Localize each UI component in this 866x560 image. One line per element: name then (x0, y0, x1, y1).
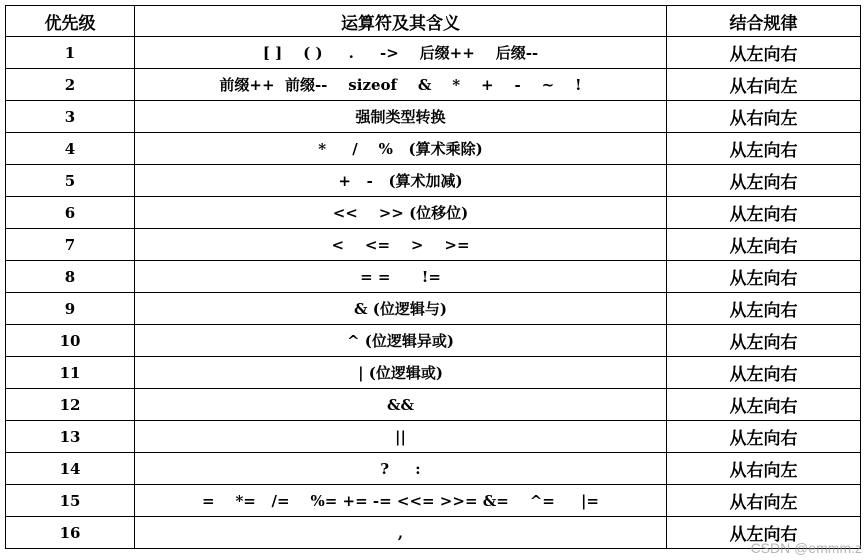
associativity-cell: 从左向右 (667, 389, 861, 421)
priority-cell: 16 (6, 517, 135, 549)
operators-cell: && (135, 389, 667, 421)
table-row (6, 357, 861, 389)
table-header-row (6, 6, 861, 37)
operators-cell: = = != (135, 261, 667, 293)
priority-cell: 12 (6, 389, 135, 421)
associativity-cell: 从左向右 (667, 421, 861, 453)
operators-cell: | (位逻辑或) (135, 357, 667, 389)
associativity-cell: 从左向右 (667, 357, 861, 389)
associativity-cell: 从左向右 (667, 37, 861, 69)
priority-cell: 9 (6, 293, 135, 325)
priority-cell: 15 (6, 485, 135, 517)
priority-cell: 4 (6, 133, 135, 165)
table-row (6, 453, 861, 485)
operators-cell: ^ (位逻辑异或) (135, 325, 667, 357)
table-row (6, 485, 861, 517)
priority-cell: 5 (6, 165, 135, 197)
operators-cell: + - (算术加减) (135, 165, 667, 197)
associativity-cell: 从右向左 (667, 453, 861, 485)
operators-cell: , (135, 517, 667, 549)
priority-cell: 2 (6, 69, 135, 101)
operators-cell: 强制类型转换 (135, 101, 667, 133)
associativity-cell: 从右向左 (667, 69, 861, 101)
table-row (6, 229, 861, 261)
associativity-cell: 从左向右 (667, 229, 861, 261)
priority-cell: 7 (6, 229, 135, 261)
associativity-cell: 从左向右 (667, 293, 861, 325)
table-row (6, 133, 861, 165)
operators-cell: || (135, 421, 667, 453)
associativity-cell: 从左向右 (667, 325, 861, 357)
operator-precedence-table (5, 5, 861, 549)
associativity-cell: 从左向右 (667, 197, 861, 229)
table-row (6, 421, 861, 453)
table-row (6, 517, 861, 549)
operators-cell: < <= > >= (135, 229, 667, 261)
priority-cell: 8 (6, 261, 135, 293)
priority-cell: 3 (6, 101, 135, 133)
priority-cell: 11 (6, 357, 135, 389)
priority-cell: 6 (6, 197, 135, 229)
operators-cell: = *= /= %= += -= <<= >>= &= ^= |= (135, 485, 667, 517)
table-row (6, 165, 861, 197)
header-priority: 优先级 (6, 6, 135, 37)
associativity-cell: 从左向右 (667, 517, 861, 549)
associativity-cell: 从右向左 (667, 101, 861, 133)
operators-cell: ? : (135, 453, 667, 485)
table-row (6, 197, 861, 229)
priority-cell: 14 (6, 453, 135, 485)
table-row (6, 101, 861, 133)
table-row (6, 389, 861, 421)
operators-cell: 前缀++ 前缀-- sizeof & * + - ~ ! (135, 69, 667, 101)
associativity-cell: 从左向右 (667, 261, 861, 293)
operators-cell: [ ] ( ) . -> 后缀++ 后缀-- (135, 37, 667, 69)
operators-cell: & (位逻辑与) (135, 293, 667, 325)
priority-cell: 10 (6, 325, 135, 357)
operators-cell: << >> (位移位) (135, 197, 667, 229)
priority-cell: 1 (6, 37, 135, 69)
header-associativity: 结合规律 (667, 6, 861, 37)
watermark-text: CSDN @emmm.z (750, 540, 862, 556)
priority-cell: 13 (6, 421, 135, 453)
header-operators: 运算符及其含义 (135, 6, 667, 37)
associativity-cell: 从左向右 (667, 133, 861, 165)
table-row (6, 293, 861, 325)
table-row (6, 69, 861, 101)
table-row (6, 325, 861, 357)
table-row (6, 261, 861, 293)
associativity-cell: 从右向左 (667, 485, 861, 517)
table-row (6, 37, 861, 69)
associativity-cell: 从左向右 (667, 165, 861, 197)
operators-cell: * / % (算术乘除) (135, 133, 667, 165)
